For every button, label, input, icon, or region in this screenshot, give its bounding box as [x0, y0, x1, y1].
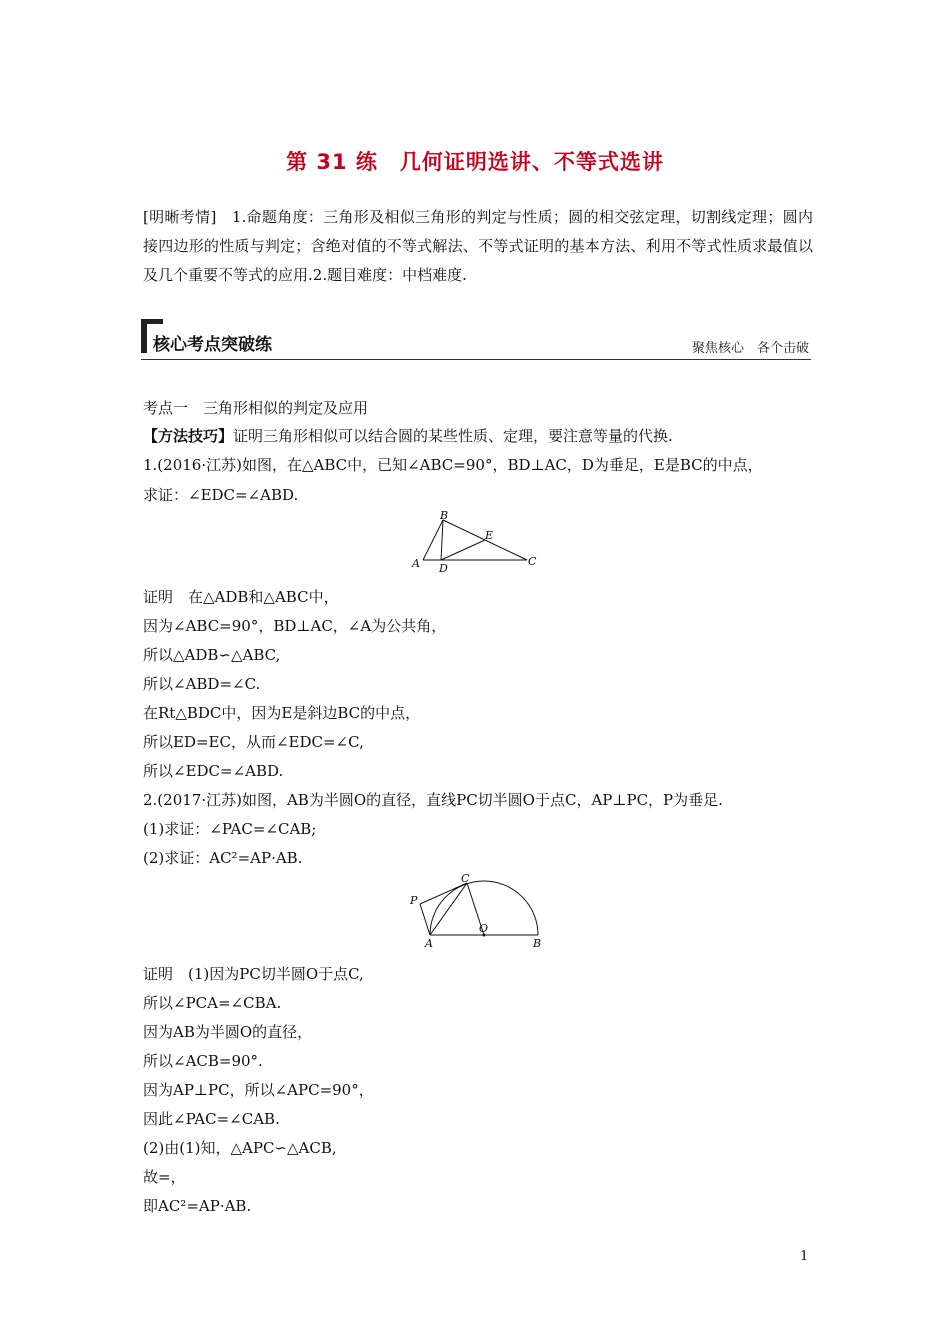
label-p: P — [410, 894, 418, 907]
problem1-goal: 求证：∠EDC=∠ABD. — [143, 486, 299, 504]
proof1-line-5: 在Rt△BDC中，因为E是斜边BC的中点， — [143, 704, 421, 722]
proof2-line-7: (2)由(1)知，△APC∽△ACB, — [143, 1139, 337, 1157]
section-heading: 考点一 三角形相似的判定及应用 — [143, 399, 369, 417]
label-o: O — [479, 922, 489, 935]
proof2-line-2: 所以∠PCA=∠CBA. — [143, 994, 282, 1012]
method-text: 证明三角形相似可以结合圆的某些性质、定理，要注意等量的代换. — [233, 427, 673, 445]
segment-bd — [441, 520, 443, 560]
page-number: 1 — [800, 1249, 809, 1264]
proof2-line-8: 故=， — [143, 1168, 186, 1186]
proof1-line-1: 证明 在△ADB和△ABC中， — [143, 588, 339, 606]
proof1-line-6: 所以ED=EC，从而∠EDC=∠C, — [143, 733, 364, 751]
label-c: C — [461, 872, 470, 885]
banner-rule — [141, 359, 811, 360]
section-banner — [141, 319, 811, 361]
method-tip — [143, 425, 673, 446]
banner-heading: 核心考点突破练 — [153, 335, 272, 355]
figure-semicircle — [405, 872, 550, 952]
proof2-line-4: 所以∠ACB=90°. — [143, 1052, 263, 1070]
segment-de — [441, 540, 485, 560]
segment-ap — [420, 904, 430, 935]
segment-ab — [423, 520, 443, 560]
proof1-line-2: 因为∠ABC=90°，BD⊥AC，∠A为公共角， — [143, 617, 447, 635]
problem2-statement: 2.(2017·江苏)如图，AB为半圆O的直径，直线PC切半圆O于点C，AP⊥PC，P为垂足. — [143, 791, 723, 809]
proof2-line-9: 即AC²=AP·AB. — [143, 1197, 252, 1215]
proof2-line-6: 因此∠PAC=∠CAB. — [143, 1110, 280, 1128]
intro-paragraph: [明晰考情] 1.命题角度：三角形及相似三角形的判定与性质；圆的相交弦定理，切割线定理；圆内接四边形的性质与判定；含绝对值的不等式解法、不等式证明的基本方法、利用不等式性质求最值以及几个重要不等式的应用.2.题目难度：中档难度. — [143, 208, 813, 284]
proof2-line-3: 因为AB为半圆O的直径， — [143, 1023, 313, 1041]
label-b: B — [533, 937, 542, 950]
label-c: C — [528, 555, 537, 568]
label-a: A — [412, 557, 420, 570]
proof1-line-7: 所以∠EDC=∠ABD. — [143, 762, 284, 780]
label-a: A — [425, 937, 433, 950]
banner-corner-vertical — [141, 319, 147, 353]
proof2-line-5: 因为AP⊥PC，所以∠APC=90°， — [143, 1081, 374, 1099]
problem1-statement: 1.(2016·江苏)如图，在△ABC中，已知∠ABC=90°，BD⊥AC，D为垂足，E是BC的中点， — [143, 456, 763, 474]
method-label: 【方法技巧】 — [143, 427, 234, 445]
proof1-line-3: 所以△ADB∽△ABC, — [143, 646, 281, 664]
label-e: E — [485, 529, 494, 542]
page-title: 第 31 练 几何证明选讲、不等式选讲 — [286, 150, 664, 174]
figure-triangle-abc — [405, 508, 545, 578]
proof1-line-4: 所以∠ABD=∠C. — [143, 675, 261, 693]
proof2-line-1: 证明 (1)因为PC切半圆O于点C, — [143, 965, 364, 983]
problem2-part2: (2)求证：AC²=AP·AB. — [143, 849, 303, 867]
banner-tagline: 聚焦核心 各个击破 — [691, 341, 809, 356]
problem2-part1: (1)求证：∠PAC=∠CAB; — [143, 820, 317, 838]
label-b: B — [440, 509, 449, 522]
label-d: D — [439, 562, 448, 575]
banner-corner-horizontal — [141, 319, 163, 324]
